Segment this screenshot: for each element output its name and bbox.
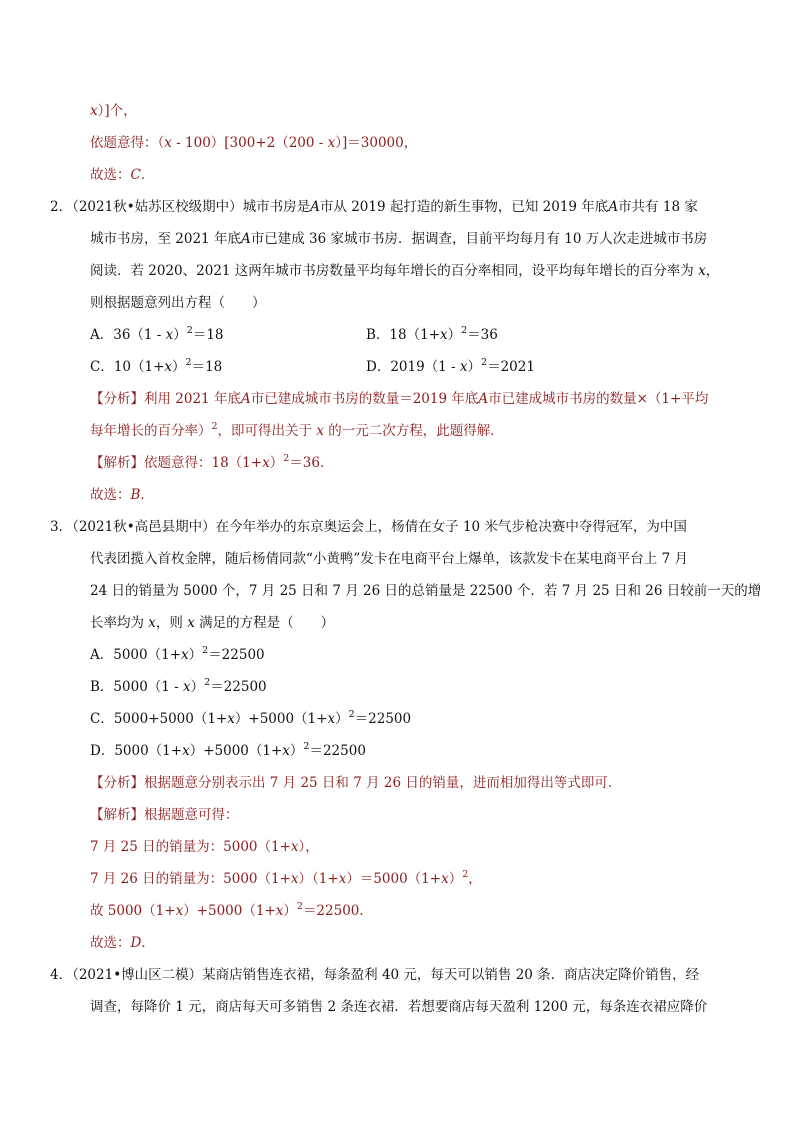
exponent: 2: [481, 357, 488, 368]
text-run: ）: [448, 871, 463, 887]
math-variable: A: [240, 231, 251, 247]
q3-option-c: [90, 710, 411, 730]
q3-option-b: [90, 678, 267, 698]
exponent: 2: [186, 325, 193, 336]
text-run: D．2019（1 -: [366, 359, 460, 375]
q2-analysis-line-2: [90, 422, 504, 442]
text-run: ）: [289, 743, 304, 759]
text-run: ，则: [155, 615, 188, 631]
exponent: 2: [296, 901, 303, 912]
exponent: 2: [211, 421, 218, 432]
text-run: ）（1+: [298, 871, 339, 887]
q3-answer: [90, 934, 155, 952]
text-run: ．: [141, 935, 155, 951]
text-run: 市已建成城市书房的数量＝2019 年底: [250, 391, 479, 407]
math-variable: x: [290, 839, 299, 855]
text-run: 故选：: [90, 167, 131, 183]
text-run: 【解析】依题意得：18（1+: [90, 455, 263, 471]
math-variable: x: [262, 455, 270, 471]
text-run: 【解析】根据题意可得：: [90, 807, 239, 823]
text-run: ）: [283, 903, 297, 919]
text-run: A．5000（1+: [90, 647, 182, 663]
text-run: ）]＝30000，: [335, 135, 418, 151]
math-variable: x: [165, 327, 174, 343]
q2-option-c: [90, 358, 222, 378]
math-variable: A: [478, 391, 489, 407]
text-run: ）+5000（1+: [183, 903, 276, 919]
exponent: 2: [461, 325, 468, 336]
text-run: 故选：: [90, 935, 131, 951]
text-run: ，即可得出关于: [217, 423, 317, 439]
q4-stem-line-1: [50, 966, 699, 984]
text-run: 故 5000（1+: [90, 903, 176, 919]
math-variable: x: [275, 903, 284, 919]
q3-analysis: [90, 774, 621, 792]
text-run: ），: [298, 839, 319, 855]
math-variable: x: [181, 647, 189, 663]
math-variable: x: [90, 103, 98, 119]
text-run: A．36（1 -: [90, 327, 166, 343]
math-variable: x: [698, 263, 706, 279]
text-run: ．: [140, 167, 155, 183]
q3-stem-line-3: [90, 582, 761, 600]
math-variable: x: [182, 743, 190, 759]
exponent: 2: [202, 645, 209, 656]
text-run: 满足的方程是（ ）: [194, 615, 335, 631]
math-variable: D: [130, 935, 142, 951]
q3-stem-line-4: [90, 614, 334, 632]
math-variable: C: [130, 167, 141, 183]
exponent: 2: [283, 453, 290, 464]
text-run: - 100）[300+2（200 -: [171, 135, 328, 151]
q3-option-d: [90, 742, 366, 762]
text-run: B．18（1+: [366, 327, 440, 343]
text-run: ＝22500: [208, 647, 265, 663]
text-run: ）: [188, 647, 203, 663]
text-run: ，: [705, 263, 720, 279]
text-run: ）+5000（1+: [189, 743, 283, 759]
text-run: 7 月 26 日的销量为：5000（1+: [90, 871, 291, 887]
text-run: 每年增长的百分率）: [90, 423, 212, 439]
text-run: 调查，每降价 1 元，商店每天可多销售 2 条连衣裙．若想要商店每天盈利 1200 元，每条连衣裙应降价: [90, 999, 708, 1015]
text-run: 2．（2021秋•姑苏区校级期中）城市书房是: [50, 199, 311, 215]
text-run: ）: [269, 455, 284, 471]
math-variable: x: [282, 743, 290, 759]
text-run: 3．（2021秋•高邑县期中）在今年举办的东京奥运会上，杨倩在女子 10 米气步枪决赛中夺得冠军，为中国: [50, 519, 687, 535]
text-run: 市从 2019 起打造的新生事物，已知 2019 年底: [319, 199, 609, 215]
math-variable: x: [187, 615, 195, 631]
text-run: ）+5000（1+: [234, 711, 328, 727]
q4-stem-line-2: [90, 998, 707, 1016]
q3-stem-line-2: [90, 550, 688, 568]
math-variable: x: [459, 359, 468, 375]
q3-solution-line-1: [90, 838, 319, 856]
text-run: ）: [467, 359, 482, 375]
exponent: 2: [348, 709, 355, 720]
text-run: ＝36．: [289, 455, 334, 471]
math-variable: A: [240, 391, 251, 407]
prev-answer: [90, 166, 154, 184]
text-run: B．5000（1 -: [90, 679, 184, 695]
math-variable: x: [164, 359, 173, 375]
q2-stem-line-1: [50, 198, 698, 216]
text-run: ）: [172, 359, 186, 375]
prev-solution-equation: [90, 134, 417, 152]
q2-stem-line-4: [90, 294, 266, 312]
q3-option-a: [90, 646, 265, 666]
math-variable: B: [130, 487, 141, 503]
math-variable: x: [290, 871, 299, 887]
math-variable: x: [183, 679, 191, 695]
q2-solution: [90, 454, 333, 474]
q2-option-a: [90, 326, 224, 346]
exponent: 2: [185, 357, 192, 368]
text-run: ．: [140, 487, 154, 503]
text-run: 阅读．若 2020、2021 这两年城市书房数量平均每年增长的百分率相同，设平均每年增长的百分率为: [90, 263, 699, 279]
exponent: 2: [303, 741, 310, 752]
text-run: ，: [468, 871, 482, 887]
text-run: 代表团揽入首枚金牌，随后杨倩同款“小黄鸭”发卡在电商平台上爆单，该款发卡在某电商平台上 7 月: [90, 551, 688, 567]
math-variable: x: [316, 423, 324, 439]
math-variable: A: [608, 199, 619, 215]
q3-solution-intro: [90, 806, 239, 824]
text-run: C．5000+5000（1+: [90, 711, 228, 727]
text-run: 7 月 25 日的销量为：5000（1+: [90, 839, 291, 855]
text-run: C．10（1+: [90, 359, 165, 375]
text-run: ＝22500．: [302, 903, 373, 919]
q2-stem-line-2: [90, 230, 707, 248]
text-run: 故选：: [90, 487, 131, 503]
text-run: ＝22500: [309, 743, 366, 759]
math-variable: A: [310, 199, 320, 215]
text-run: ＝18: [191, 359, 223, 375]
q3-solution-line-3: [90, 902, 373, 922]
exponent: 2: [462, 869, 469, 880]
exponent: 2: [204, 677, 211, 688]
q2-answer: [90, 486, 154, 504]
text-run: 市已建成城市书房的数量×（1+平均: [488, 391, 709, 407]
math-variable: x: [327, 135, 336, 151]
text-run: 市共有 18 家: [618, 199, 698, 215]
q2-option-d: [366, 358, 535, 378]
text-run: 长率均为: [90, 615, 149, 631]
text-run: 依题意得：（: [90, 135, 165, 151]
text-run: ）: [190, 679, 205, 695]
text-run: ）: [447, 327, 462, 343]
text-run: ）＝5000（1+: [346, 871, 442, 887]
math-variable: x: [164, 135, 172, 151]
text-run: 的一元二次方程，此题得解．: [323, 423, 504, 439]
text-run: 4．（2021•博山区二模）某商店销售连衣裙，每条盈利 40 元，每天可以销售 20 条．商店决定降价销售，经: [50, 967, 700, 983]
text-run: 【分析】根据题意分别表示出 7 月 25 日和 7 月 26 日的销量，进而相加得出等式即可．: [90, 775, 622, 791]
text-run: ＝22500: [210, 679, 267, 695]
math-variable: x: [441, 871, 449, 887]
q3-stem-line-1: [50, 518, 687, 536]
q2-option-b: [366, 326, 498, 346]
math-variable: x: [440, 327, 448, 343]
q2-stem-line-3: [90, 262, 719, 280]
text-run: ）]个，: [97, 103, 137, 119]
text-run: 则根据题意列出方程（ ）: [90, 295, 266, 311]
text-run: 【分析】利用 2021 年底: [90, 391, 241, 407]
text-run: ＝22500: [354, 711, 412, 727]
text-run: 市已建成 36 家城市书房．据调查，目前平均每月有 10 万人次走进城市书房: [250, 231, 708, 247]
text-run: ）: [335, 711, 349, 727]
math-variable: x: [338, 871, 347, 887]
q3-solution-line-2: [90, 870, 482, 890]
text-run: ）: [173, 327, 187, 343]
prev-solution-line-1: [90, 102, 137, 120]
text-run: 城市书房，至 2021 年底: [90, 231, 241, 247]
q2-analysis-line-1: [90, 390, 708, 408]
math-variable: x: [175, 903, 184, 919]
text-run: 24 日的销量为 5000 个，7 月 25 日和 7 月 26 日的总销量是 22500 个．若 7 月 25 日和 26 日较前一天的增: [90, 583, 762, 599]
math-variable: x: [148, 615, 156, 631]
text-run: ＝18: [192, 327, 224, 343]
text-run: D．5000（1+: [90, 743, 183, 759]
text-run: ＝36: [467, 327, 498, 343]
math-variable: x: [327, 711, 336, 727]
math-variable: x: [227, 711, 235, 727]
text-run: ＝2021: [487, 359, 535, 375]
